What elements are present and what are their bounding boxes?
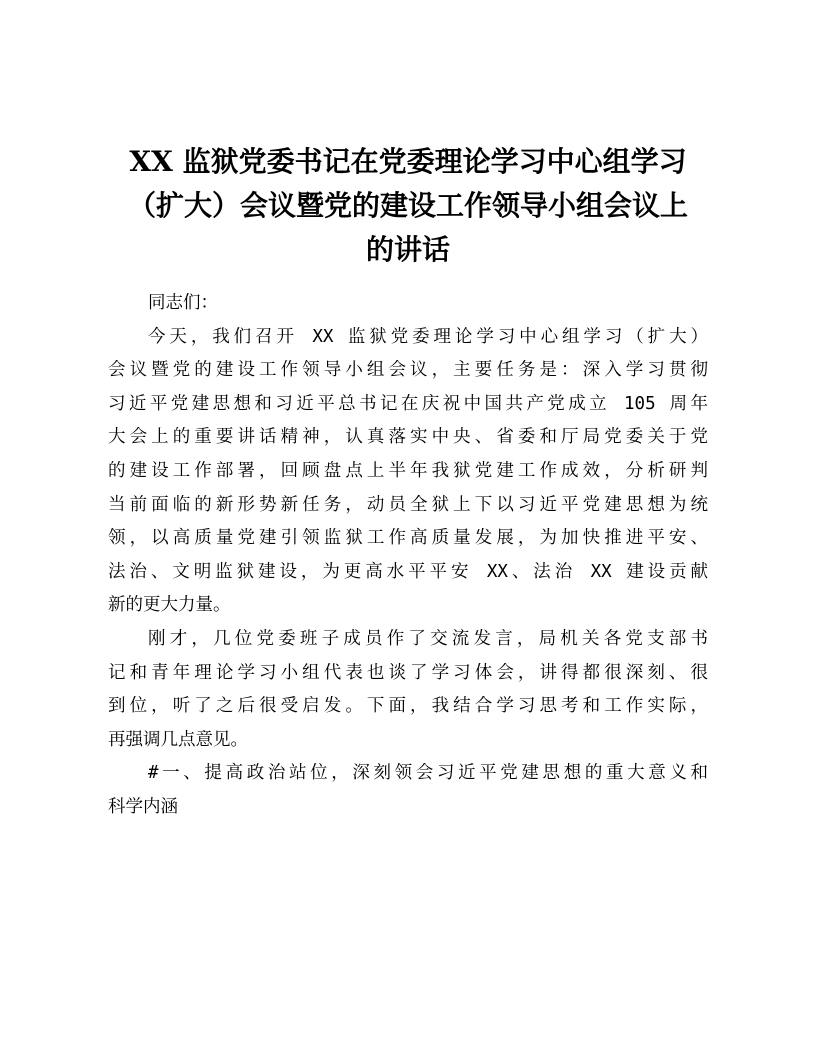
paragraph-opening — [108, 321, 708, 623]
document-body — [108, 287, 708, 825]
paragraph-line: 到位，听了之后很受启发。下面，我结合学习思考和工作实际， — [108, 696, 708, 717]
paragraph-line: 再强调几点意见。 — [108, 729, 248, 750]
paragraph-line: 会议暨党的建设工作领导小组会议，主要任务是：深入学习贯彻 — [108, 360, 708, 381]
section-heading-one — [108, 757, 708, 824]
paragraph-line: 当前面临的新形势新任务，动员全狱上下以习近平党建思想为统 — [108, 494, 708, 515]
paragraph-line: 记和青年理论学习小组代表也谈了学习体会，讲得都很深刻、很 — [108, 662, 708, 683]
heading-line: #一、提高政治站位，深刻领会习近平党建思想的重大意义和 — [148, 763, 708, 784]
paragraph-line: 的建设工作部署，回顾盘点上半年我狱党建工作成效，分析研判 — [108, 460, 708, 481]
paragraph-line: 刚才，几位党委班子成员作了交流发言，局机关各党支部书 — [148, 628, 708, 649]
document-title — [108, 140, 708, 272]
title-line-3: 的讲话 — [365, 233, 450, 266]
paragraph-line: 习近平党建思想和习近平总书记在庆祝中国共产党成立 105 周年 — [108, 393, 708, 414]
paragraph-line: 领，以高质量党建引领监狱工作高质量发展，为加快推进平安、 — [108, 528, 708, 549]
paragraph-line: 法治、文明监狱建设，为更高水平平安 XX、法治 XX 建设贡献 — [108, 561, 708, 582]
paragraph-line: 新的更大力量。 — [108, 595, 231, 616]
paragraph-line: 大会上的重要讲话精神，认真落实中央、省委和厅局党委关于党 — [108, 427, 708, 448]
paragraph-feedback — [108, 623, 708, 757]
title-line-2: （扩大）会议暨党的建设工作领导小组会议上 — [127, 189, 688, 222]
title-line-1: XX 监狱党委书记在党委理论学习中心组学习 — [129, 145, 687, 178]
heading-line: 科学内涵 — [108, 796, 178, 817]
paragraph-line: 今天，我们召开 XX 监狱党委理论学习中心组学习（扩大） — [148, 326, 708, 347]
salutation: 同志们： — [148, 293, 218, 313]
